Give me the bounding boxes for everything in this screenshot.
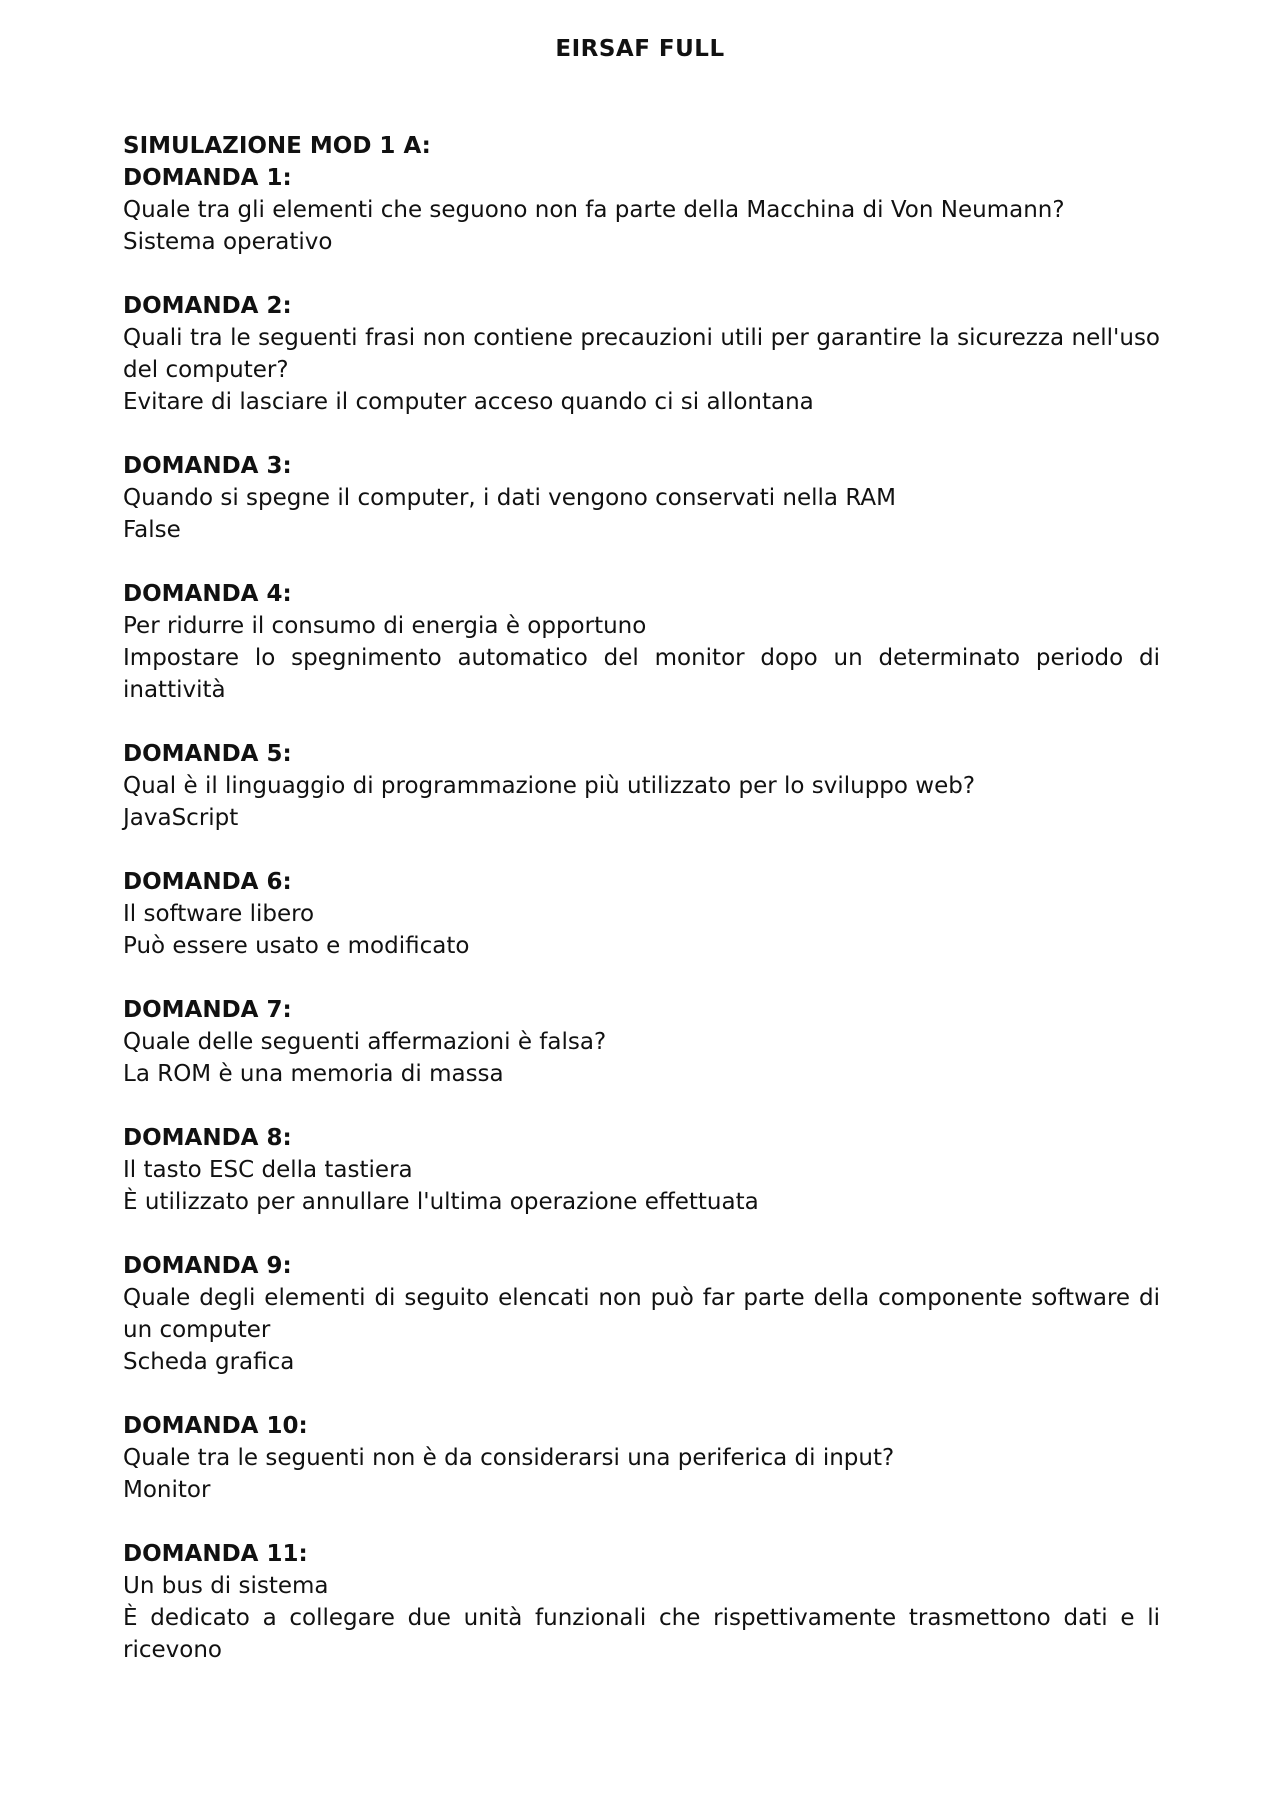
question-block-4 (123, 578, 1160, 706)
question-label: DOMANDA 11: (123, 1541, 308, 1567)
question-block-9 (123, 1250, 1160, 1378)
question-block-8 (123, 1122, 1160, 1218)
section-title: SIMULAZIONE MOD 1 A: (123, 133, 431, 159)
question-label: DOMANDA 7: (123, 997, 292, 1023)
answer-text: Scheda grafica (123, 1349, 295, 1375)
question-block-6 (123, 866, 1160, 962)
question-label: DOMANDA 1: (123, 165, 292, 191)
question-block-5 (123, 738, 1160, 834)
question-text: Per ridurre il consumo di energia è opportuno (123, 613, 647, 639)
question-text: Quali tra le seguenti frasi non contiene precauzioni utili per garantire la sicurezza nell'uso del computer? (123, 325, 1160, 383)
question-text: Un bus di sistema (123, 1573, 329, 1599)
answer-text: Evitare di lasciare il computer acceso quando ci si allontana (123, 389, 814, 415)
answer-text: È dedicato a collegare due unità funzionali che rispettivamente trasmettono dati e li ricevono (123, 1605, 1160, 1663)
question-text: Quale tra gli elementi che seguono non fa parte della Macchina di Von Neumann? (123, 197, 1065, 223)
document-content (123, 130, 1160, 1698)
answer-text: JavaScript (123, 805, 239, 831)
question-text: Quale delle seguenti affermazioni è falsa? (123, 1029, 607, 1055)
answer-text: Sistema operativo (123, 229, 333, 255)
question-text: Quale tra le seguenti non è da considerarsi una periferica di input? (123, 1445, 895, 1471)
question-label: DOMANDA 6: (123, 869, 292, 895)
question-block-3 (123, 450, 1160, 546)
question-label: DOMANDA 3: (123, 453, 292, 479)
document-title: EIRSAF FULL (555, 36, 725, 62)
question-label: DOMANDA 4: (123, 581, 292, 607)
question-label: DOMANDA 10: (123, 1413, 308, 1439)
answer-text: False (123, 517, 181, 543)
question-label: DOMANDA 5: (123, 741, 292, 767)
question-text: Qual è il linguaggio di programmazione più utilizzato per lo sviluppo web? (123, 773, 976, 799)
question-text: Quale degli elementi di seguito elencati non può far parte della componente software di un computer (123, 1285, 1160, 1343)
answer-text: È utilizzato per annullare l'ultima operazione effettuata (123, 1189, 759, 1215)
question-block-11 (123, 1538, 1160, 1666)
answer-text: La ROM è una memoria di massa (123, 1061, 504, 1087)
question-block-7 (123, 994, 1160, 1090)
question-block-1 (123, 162, 1160, 258)
question-label: DOMANDA 8: (123, 1125, 292, 1151)
question-label: DOMANDA 2: (123, 293, 292, 319)
question-text: Quando si spegne il computer, i dati vengono conservati nella RAM (123, 485, 896, 511)
question-block-2 (123, 290, 1160, 418)
answer-text: Può essere usato e modificato (123, 933, 470, 959)
answer-text: Monitor (123, 1477, 211, 1503)
question-block-10 (123, 1410, 1160, 1506)
question-text: Il software libero (123, 901, 315, 927)
answer-text: Impostare lo spegnimento automatico del monitor dopo un determinato periodo di inattività (123, 645, 1160, 703)
question-label: DOMANDA 9: (123, 1253, 292, 1279)
question-text: Il tasto ESC della tastiera (123, 1157, 413, 1183)
